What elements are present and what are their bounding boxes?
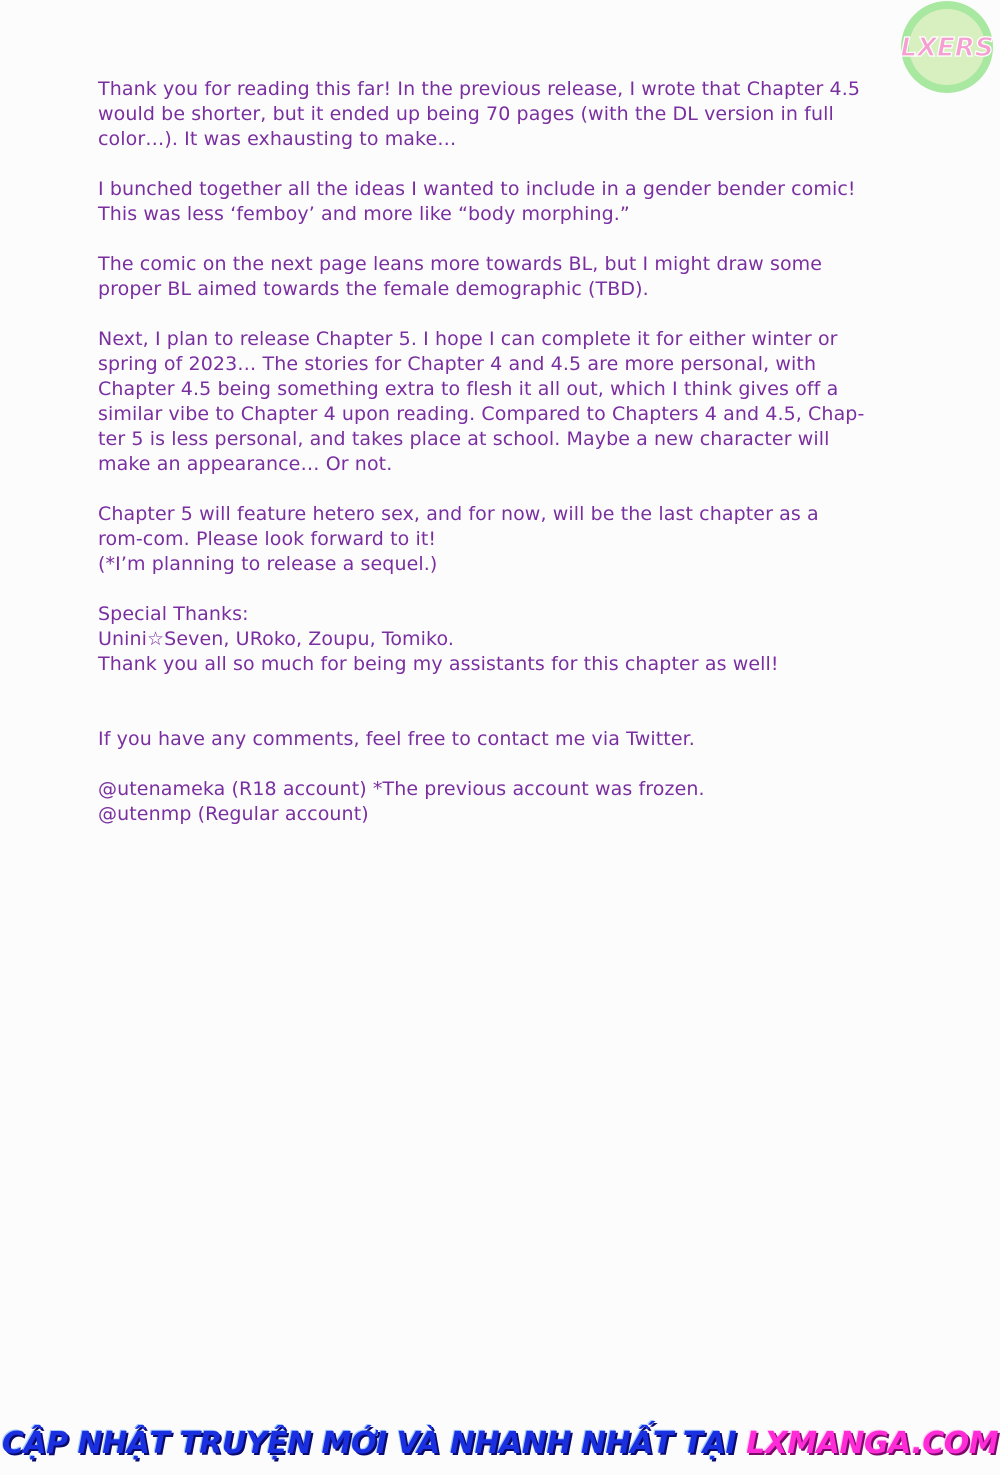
paragraph-contact [98, 727, 898, 752]
text-line: make an appearance… Or not. [98, 453, 393, 475]
text-line: Thank you for reading this far! In the previous release, I wrote that Chapter 4.5 [98, 78, 861, 100]
text-line: I bunched together all the ideas I wanted to include in a gender bender comic! [98, 178, 856, 200]
spacer [98, 702, 898, 727]
banner-site-link[interactable]: LXMANGA.COM [746, 1426, 999, 1461]
paragraph-chapter-5-content [98, 502, 898, 577]
twitter-handle-r18: @utenameka (R18 account) *The previous account was frozen. [98, 778, 705, 800]
paragraph-next-page [98, 252, 898, 302]
text-line: rom-com. Please look forward to it! [98, 528, 437, 550]
banner-text: CẬP NHẬT TRUYỆN MỚI VÀ NHANH NHẤT TẠI [1, 1426, 747, 1461]
text-line: similar vibe to Chapter 4 upon reading. Compared to Chapters 4 and 4.5, Chap- [98, 403, 865, 425]
bottom-banner [0, 1420, 1000, 1468]
text-line: Thank you all so much for being my assistants for this chapter as well! [98, 653, 779, 675]
lxers-logo [897, 0, 997, 94]
twitter-handle-regular: @utenmp (Regular account) [98, 803, 369, 825]
text-line: Chapter 5 will feature hetero sex, and for now, will be the last chapter as a [98, 503, 819, 525]
paragraph-special-thanks [98, 602, 898, 677]
text-line: ter 5 is less personal, and takes place at school. Maybe a new character will [98, 428, 830, 450]
text-line: Special Thanks: [98, 603, 249, 625]
text-line: (*I’m planning to release a sequel.) [98, 553, 438, 575]
text-line: would be shorter, but it ended up being 70 pages (with the DL version in full [98, 103, 834, 125]
text-line: Chapter 4.5 being something extra to flesh it all out, which I think gives off a [98, 378, 839, 400]
text-line: color…). It was exhausting to make… [98, 128, 457, 150]
paragraph-gender-bender [98, 177, 898, 227]
paragraph-accounts [98, 777, 898, 827]
afterword [98, 77, 898, 852]
text-line: This was less ‘femboy’ and more like “body morphing.” [98, 203, 630, 225]
paragraph-intro [98, 77, 898, 152]
text-line: Next, I plan to release Chapter 5. I hope I can complete it for either winter or [98, 328, 838, 350]
text-line: proper BL aimed towards the female demographic (TBD). [98, 278, 649, 300]
text-line: The comic on the next page leans more towards BL, but I might draw some [98, 253, 823, 275]
paragraph-chapter-5-plan [98, 327, 898, 477]
text-line: If you have any comments, feel free to contact me via Twitter. [98, 728, 695, 750]
text-line: Unini☆Seven, URoko, Zoupu, Tomiko. [98, 628, 455, 650]
text-line: spring of 2023… The stories for Chapter 4 and 4.5 are more personal, with [98, 353, 817, 375]
logo-text: LXERS [900, 33, 994, 63]
